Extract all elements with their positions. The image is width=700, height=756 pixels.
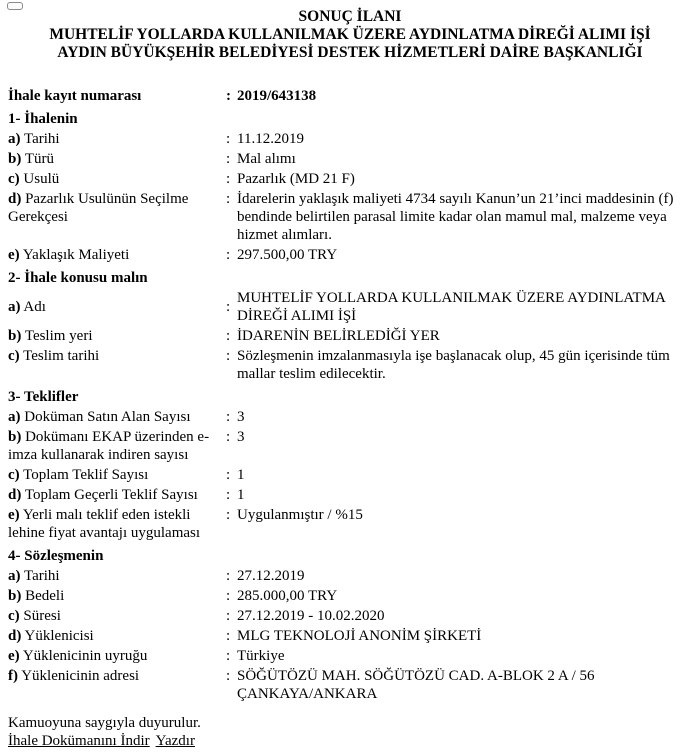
field-label: e) Yerli malı teklif eden istekli lehine fiyat avantajı uygulaması xyxy=(8,507,201,541)
colon-separator xyxy=(226,486,237,504)
field-row xyxy=(8,407,692,427)
field-label: c) Toplam Teklif Sayısı xyxy=(8,467,149,483)
field-row xyxy=(8,169,692,189)
field-value: 1 xyxy=(237,467,245,483)
field-value: 297.500,00 TRY xyxy=(237,247,338,263)
field-value: Sözleşmenin imzalanmasıyla işe başlanacak olup, 45 gün içerisinde tüm mallar teslim edilecektir. xyxy=(237,348,670,382)
field-prefix: d) xyxy=(8,191,22,207)
document-title: SONUÇ İLANI xyxy=(298,8,402,25)
field-value: MLG TEKNOLOJİ ANONİM ŞİRKETİ xyxy=(237,628,482,644)
field-row xyxy=(8,465,692,485)
field-label: a) Tarihi xyxy=(8,131,60,147)
field-prefix: a) xyxy=(8,299,21,315)
field-label: c) Süresi xyxy=(8,608,61,624)
field-label: b) Teslim yeri xyxy=(8,328,93,344)
field-label: d) Toplam Geçerli Teklif Sayısı xyxy=(8,487,198,503)
field-prefix: a) xyxy=(8,409,21,425)
field-row xyxy=(8,129,692,149)
field-value: MUHTELİF YOLLARDA KULLANILMAK ÜZERE AYDINLATMA DİREĞİ ALIMI İŞİ xyxy=(237,290,666,324)
sections-container xyxy=(8,109,692,704)
colon-separator xyxy=(226,627,237,645)
colon-separator xyxy=(226,130,237,148)
colon-separator xyxy=(226,667,237,685)
field-prefix: e) xyxy=(8,507,20,523)
download-document-link[interactable]: İhale Dokümanını İndir xyxy=(8,733,150,749)
colon-separator xyxy=(226,347,237,365)
field-value: 3 xyxy=(237,429,245,445)
colon-separator xyxy=(226,87,237,105)
field-prefix: b) xyxy=(8,429,22,445)
colon-separator xyxy=(226,190,237,208)
field-prefix: e) xyxy=(8,648,20,664)
section-title: 4- Sözleşmenin xyxy=(8,548,104,564)
print-link[interactable]: Yazdır xyxy=(155,733,195,749)
colon-separator xyxy=(226,567,237,585)
field-prefix: b) xyxy=(8,328,22,344)
image-placeholder-icon xyxy=(7,2,23,10)
colon-separator xyxy=(226,647,237,665)
field-prefix: c) xyxy=(8,467,20,483)
colon-separator xyxy=(226,506,237,524)
field-value: Pazarlık (MD 21 F) xyxy=(237,171,355,187)
field-value: SÖĞÜTÖZÜ MAH. SÖĞÜTÖZÜ CAD. A-BLOK 2 A / 56 ÇANKAYA/ANKARA xyxy=(237,668,595,702)
field-row xyxy=(8,666,692,704)
field-value: İdarelerin yaklaşık maliyeti 4734 sayılı Kanun’un 21’inci maddesinin (f) bendinde belirtilen parasal limite kadar olan mamul mal, malzeme veya hizmet alımları. xyxy=(237,191,674,243)
field-row xyxy=(8,288,692,326)
field-prefix: d) xyxy=(8,487,22,503)
section xyxy=(8,387,692,543)
field-row xyxy=(8,626,692,646)
field-row xyxy=(8,586,692,606)
section-title: 2- İhale konusu malın xyxy=(8,270,148,286)
field-value: Uygulanmıştır / %15 xyxy=(237,507,363,523)
field-label: e) Yüklenicinin uyruğu xyxy=(8,648,148,664)
field-value: 1 xyxy=(237,487,245,503)
section xyxy=(8,546,692,704)
field-label: d) Yüklenicisi xyxy=(8,628,94,644)
field-prefix: c) xyxy=(8,348,20,364)
colon-separator xyxy=(226,607,237,625)
field-label: c) Usulü xyxy=(8,171,60,187)
registration-value: 2019/643138 xyxy=(237,88,317,104)
colon-separator xyxy=(226,246,237,264)
field-row xyxy=(8,346,692,384)
colon-separator xyxy=(226,170,237,188)
field-row xyxy=(8,326,692,346)
field-row xyxy=(8,427,692,465)
section xyxy=(8,109,692,265)
field-prefix: f) xyxy=(8,668,18,684)
colon-separator xyxy=(226,327,237,345)
field-label: c) Teslim tarihi xyxy=(8,348,100,364)
document-header xyxy=(8,8,692,62)
registration-label: İhale kayıt numarası xyxy=(8,88,142,104)
registration-row xyxy=(8,86,692,106)
colon-separator xyxy=(226,150,237,168)
field-prefix: c) xyxy=(8,171,20,187)
colon-separator xyxy=(226,428,237,446)
document-agency: AYDIN BÜYÜKŞEHİR BELEDİYESİ DESTEK HİZMETLERİ DAİRE BAŞKANLIĞI xyxy=(57,44,643,61)
field-label: b) Bedeli xyxy=(8,588,65,604)
colon-separator xyxy=(226,466,237,484)
field-prefix: e) xyxy=(8,247,20,263)
field-row xyxy=(8,566,692,586)
section xyxy=(8,268,692,384)
field-prefix: d) xyxy=(8,628,22,644)
field-label: a) Adı xyxy=(8,299,46,315)
field-value: 3 xyxy=(237,409,245,425)
field-value: Mal alımı xyxy=(237,151,296,167)
field-row xyxy=(8,245,692,265)
field-value: Türkiye xyxy=(237,648,285,664)
field-label: a) Tarihi xyxy=(8,568,60,584)
field-prefix: b) xyxy=(8,151,22,167)
footer-links xyxy=(8,732,692,750)
field-label: b) Türü xyxy=(8,151,54,167)
field-label: f) Yüklenicinin adresi xyxy=(8,668,140,684)
field-prefix: a) xyxy=(8,568,21,584)
field-label: d) Pazarlık Usulünün Seçilme Gerekçesi xyxy=(8,191,189,225)
field-label: b) Dokümanı EKAP üzerinden e-imza kullanarak indiren sayısı xyxy=(8,429,210,463)
field-prefix: a) xyxy=(8,131,21,147)
field-value: 11.12.2019 xyxy=(237,131,304,147)
field-row xyxy=(8,606,692,626)
colon-separator xyxy=(226,587,237,605)
document-subject: MUHTELİF YOLLARDA KULLANILMAK ÜZERE AYDINLATMA DİREĞİ ALIMI İŞİ xyxy=(49,26,651,43)
field-row xyxy=(8,505,692,543)
field-value: 285.000,00 TRY xyxy=(237,588,338,604)
section-title: 3- Teklifler xyxy=(8,389,79,405)
field-label: a) Doküman Satın Alan Sayısı xyxy=(8,409,191,425)
field-value: İDARENİN BELİRLEDİĞİ YER xyxy=(237,328,440,344)
colon-separator xyxy=(226,298,237,316)
field-row xyxy=(8,485,692,505)
field-prefix: b) xyxy=(8,588,22,604)
field-value: 27.12.2019 xyxy=(237,568,305,584)
colon-separator xyxy=(226,408,237,426)
field-label: e) Yaklaşık Maliyeti xyxy=(8,247,130,263)
field-value: 27.12.2019 - 10.02.2020 xyxy=(237,608,385,624)
field-row xyxy=(8,646,692,666)
field-row xyxy=(8,189,692,245)
field-row xyxy=(8,149,692,169)
field-prefix: c) xyxy=(8,608,20,624)
section-title: 1- İhalenin xyxy=(8,111,78,127)
closing-text: Kamuoyuna saygıyla duyurulur. xyxy=(8,715,201,731)
